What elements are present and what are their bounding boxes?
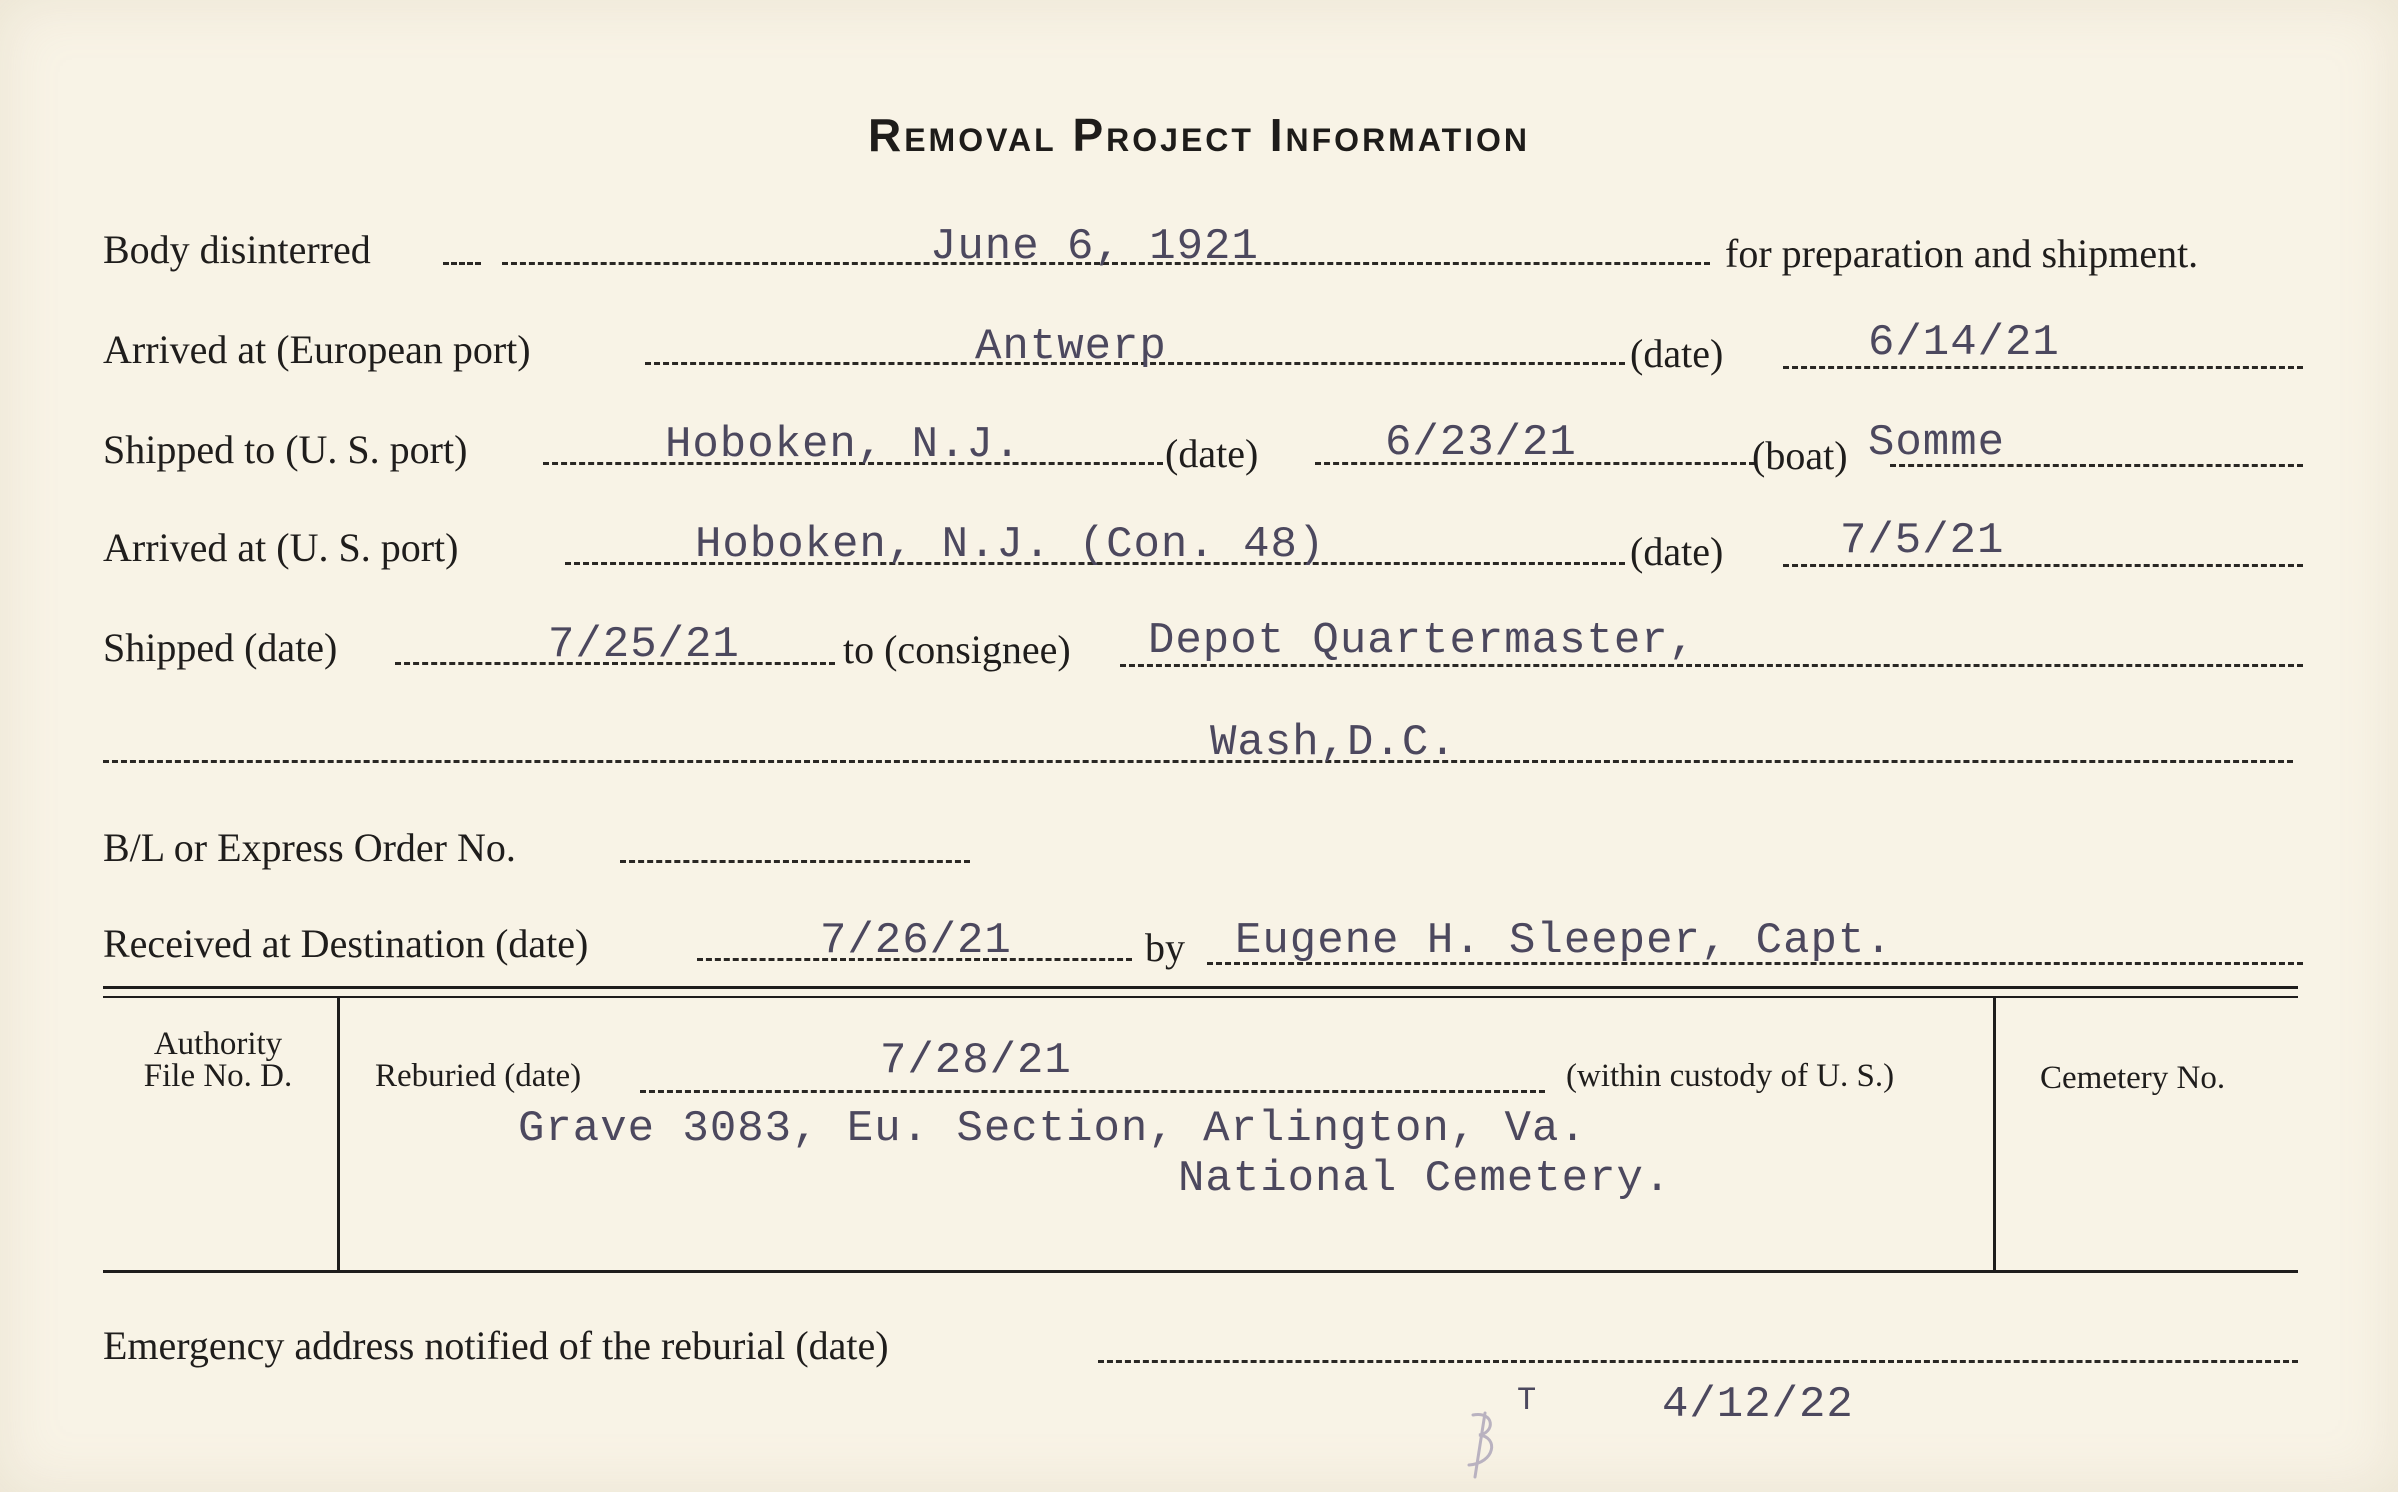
disinterred-date-value: June 6, 1921 <box>930 222 1259 272</box>
arrived-us-date-label: (date) <box>1630 529 1724 574</box>
leader-line <box>1098 1360 2298 1363</box>
leader-line <box>443 262 481 265</box>
grave-line2-value: National Cemetery. <box>1178 1154 1672 1204</box>
grave-line1-value: Grave 3083, Eu. Section, Arlington, Va. <box>518 1104 1587 1154</box>
shipped-us-date-value: 6/23/21 <box>1385 418 1577 468</box>
box-divider-right <box>1993 998 1996 1270</box>
shipped-to-us-port-label: Shipped to (U. S. port) <box>103 427 468 472</box>
boat-value: Somme <box>1868 418 2006 468</box>
received-date-value: 7/26/21 <box>820 916 1012 966</box>
card-title: Removal Project Information <box>867 109 1531 161</box>
arrived-us-port-value: Hoboken, N.J. (Con. 48) <box>695 520 1326 570</box>
pencil-mark <box>1455 1405 1515 1485</box>
emergency-address-label: Emergency address notified of the reburial (date) <box>103 1323 889 1368</box>
t-mark: T <box>1517 1382 1538 1419</box>
european-port-value: Antwerp <box>975 322 1167 372</box>
boat-label: (boat) <box>1752 433 1848 478</box>
arrived-european-port-label: Arrived at (European port) <box>103 327 531 372</box>
reburied-label: Reburied (date) <box>375 1058 582 1094</box>
box-top-rule <box>103 986 2298 989</box>
eu-date-label: (date) <box>1630 331 1724 376</box>
shipped-us-port-value: Hoboken, N.J. <box>665 420 1022 470</box>
leader-line <box>640 1090 1545 1093</box>
box-top-rule-inner <box>103 996 2298 998</box>
authority-label: Authority <box>153 1026 283 1062</box>
shipped-date-value: 7/25/21 <box>548 620 740 670</box>
shipped-date-label: (date) <box>1165 431 1259 476</box>
body-disinterred-label: Body disinterred <box>103 227 371 272</box>
eu-date-value: 6/14/21 <box>1868 318 2060 368</box>
reburied-date-value: 7/28/21 <box>880 1036 1072 1086</box>
received-by-value: Eugene H. Sleeper, Capt. <box>1235 916 1893 966</box>
consignee-line1-value: Depot Quartermaster, <box>1148 616 1697 666</box>
leader-line <box>103 760 2293 763</box>
arrived-us-port-label: Arrived at (U. S. port) <box>103 525 459 570</box>
consignee-label: to (consignee) <box>843 627 1071 672</box>
received-destination-label: Received at Destination (date) <box>103 921 589 966</box>
for-preparation-label: for preparation and shipment. <box>1725 231 2199 276</box>
received-by-label: by <box>1145 925 1185 970</box>
consignee-line2-value: Wash,D.C. <box>1210 718 1457 768</box>
emergency-date-value: 4/12/22 <box>1662 1380 1854 1430</box>
box-bottom-rule <box>103 1270 2298 1273</box>
file-no-label: File No. D. <box>143 1058 293 1094</box>
leader-line <box>620 860 970 863</box>
arrived-us-date-value: 7/5/21 <box>1840 516 2005 566</box>
bl-express-order-label: B/L or Express Order No. <box>103 825 516 870</box>
box-divider-left <box>337 998 340 1270</box>
within-custody-label: (within custody of U. S.) <box>1566 1058 1895 1094</box>
shipped-date-label-row5: Shipped (date) <box>103 625 338 670</box>
cemetery-no-label: Cemetery No. <box>2040 1060 2226 1096</box>
